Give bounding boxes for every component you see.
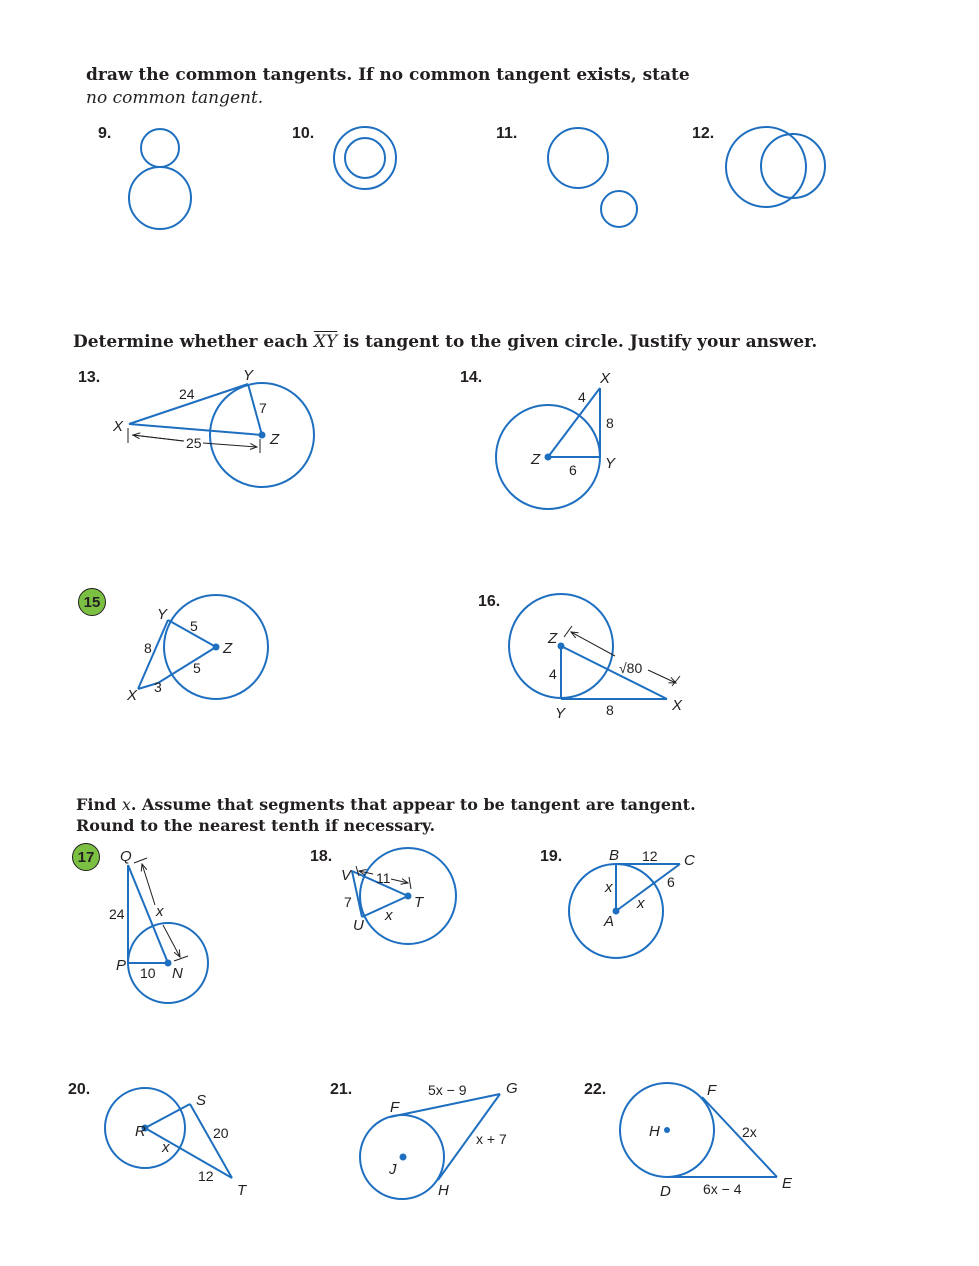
- fig16-dim-arrow-left: [571, 632, 615, 656]
- fig13-segment-xz: [129, 424, 262, 435]
- fig14-segment-zx: [548, 388, 600, 457]
- fig16-length-zx: √80: [619, 660, 643, 676]
- fig12-right-circle: [761, 134, 825, 198]
- fig13-label-x: X: [113, 418, 124, 435]
- figure-22: [620, 1082, 793, 1200]
- fig15-length-xy: 8: [144, 640, 152, 656]
- problem-12-number: 12.: [692, 125, 715, 142]
- fig22-label-f: F: [707, 1082, 717, 1099]
- fig17-center-dot: [165, 960, 172, 967]
- fig20-label-r: R: [135, 1123, 146, 1140]
- fig14-center-dot: [545, 454, 552, 461]
- fig21-length-fg: 5x − 9: [428, 1082, 467, 1098]
- fig12-left-circle: [726, 127, 806, 207]
- problem-22-number: 22.: [584, 1081, 607, 1098]
- fig21-label-j: J: [389, 1161, 397, 1178]
- fig15-label-x: X: [127, 687, 138, 704]
- fig17-label-q: Q: [120, 848, 132, 865]
- problem-19-number: 19.: [540, 848, 563, 865]
- problem-13-number: 13.: [78, 369, 101, 386]
- fig15-label-z: Z: [223, 640, 233, 657]
- fig9-small-circle: [141, 129, 179, 167]
- fig19-length-c6: 6: [667, 874, 675, 890]
- problem-20-number: 20.: [68, 1081, 91, 1098]
- fig20-length-rx: x: [162, 1139, 170, 1156]
- fig21-label-h: H: [438, 1182, 449, 1199]
- fig17-label-n: N: [172, 965, 183, 982]
- fig19-label-c: C: [684, 852, 695, 869]
- fig18-center-dot: [405, 893, 412, 900]
- fig9-large-circle: [129, 167, 191, 229]
- fig21-length-gh: x + 7: [476, 1131, 507, 1147]
- fig20-label-t: T: [237, 1182, 247, 1199]
- section-find-x-line-2: Round to the nearest tenth if necessary.: [76, 816, 436, 835]
- intro-line-1: draw the common tangents. If no common tangent exists, state: [86, 65, 690, 85]
- fig17-length-pn: 10: [140, 965, 156, 981]
- problem-11-number: 11.: [496, 125, 518, 142]
- fig18-label-t: T: [414, 894, 424, 911]
- fig16-label-z: Z: [548, 630, 558, 647]
- fig11-small-circle: [601, 191, 637, 227]
- fig17-dim-tick-bottom: [174, 956, 188, 961]
- fig17-dim-arrow-bottom: [163, 925, 180, 957]
- problem-9-number: 9.: [98, 125, 112, 142]
- fig15-length-x3: 3: [154, 679, 162, 695]
- section-find-x-line-1: Find x. Assume that segments that appear to be tangent are tangent.: [76, 795, 696, 814]
- fig13-dim-arrow-left: [133, 435, 183, 441]
- fig22-center-dot: [664, 1127, 670, 1133]
- fig15-length-yz: 5: [190, 618, 198, 634]
- figure-19: [569, 847, 695, 958]
- fig13-length-xz: 25: [186, 435, 202, 451]
- fig14-label-x: X: [600, 370, 611, 387]
- fig14-label-y: Y: [605, 455, 616, 472]
- fig16-dim-tick-left: [564, 626, 572, 637]
- fig16-dim-tick-right: [672, 676, 680, 686]
- problem-10-number: 10.: [292, 125, 315, 142]
- fig16-label-y: Y: [555, 705, 566, 722]
- problem-15-badge: 15: [78, 588, 106, 616]
- fig13-label-z: Z: [270, 431, 280, 448]
- fig18-dim-tick-right: [409, 877, 411, 889]
- fig21-label-g: G: [506, 1080, 518, 1097]
- fig18-length-vu: 7: [344, 894, 352, 910]
- figure-16: [509, 594, 683, 722]
- figure-10: [334, 127, 396, 189]
- fig22-label-h: H: [649, 1123, 660, 1140]
- figure-11: [548, 128, 637, 227]
- figure-13: [112, 367, 314, 487]
- fig22-length-fe: 2x: [742, 1124, 757, 1140]
- fig14-length-xy: 8: [606, 415, 614, 431]
- fig16-length-zy: 4: [549, 666, 557, 682]
- fig18-label-v: V: [341, 867, 352, 884]
- fig17-length-qn: x: [156, 903, 164, 920]
- problem-18-number: 18.: [310, 848, 333, 865]
- fig22-label-d: D: [660, 1183, 671, 1200]
- fig16-segment-zx: [561, 646, 667, 699]
- fig16-dim-arrow-right: [648, 670, 676, 683]
- fig11-large-circle: [548, 128, 608, 188]
- fig16-center-dot: [558, 643, 565, 650]
- figure-18: [341, 848, 456, 944]
- fig19-length-bc: 12: [642, 848, 658, 864]
- fig17-dim-tick-top: [134, 858, 147, 863]
- figure-20: [105, 1088, 248, 1199]
- fig17-length-qp: 24: [109, 906, 125, 922]
- fig15-label-y: Y: [157, 606, 168, 623]
- fig14-length-zx: 4: [578, 389, 586, 405]
- figure-21: [360, 1080, 518, 1199]
- fig22-length-de: 6x − 4: [703, 1181, 742, 1197]
- fig16-length-yx: 8: [606, 702, 614, 718]
- fig13-center-dot: [259, 432, 266, 439]
- fig19-label-a: A: [604, 913, 615, 930]
- intro-line-2: no common tangent.: [86, 88, 264, 108]
- fig21-label-f: F: [390, 1099, 400, 1116]
- problem-21-number: 21.: [330, 1081, 353, 1098]
- fig18-dim-arrow-right: [391, 879, 408, 883]
- fig17-label-p: P: [116, 957, 127, 974]
- figure-15: [126, 595, 268, 704]
- fig13-label-y: Y: [243, 367, 254, 384]
- fig13-length-xy: 24: [179, 386, 195, 402]
- fig19-length-ab: x: [605, 879, 613, 896]
- fig15-length-z2: 5: [193, 660, 201, 676]
- fig18-length-vt: 11: [376, 870, 391, 886]
- fig20-label-s: S: [196, 1092, 207, 1109]
- fig16-label-x: X: [672, 697, 683, 714]
- figure-9: [129, 129, 191, 229]
- figure-14: [496, 370, 616, 509]
- section-tangent-heading: Determine whether each $\overline{XY}$ is tangent to the given circle. Justify your answer.: [73, 332, 818, 352]
- fig18-length-ut: x: [385, 907, 393, 924]
- fig18-label-u: U: [353, 917, 364, 934]
- problem-16-number: 16.: [478, 593, 501, 610]
- problem-17-badge: 17: [72, 843, 100, 871]
- fig10-inner-circle: [345, 138, 385, 178]
- fig13-length-yz: 7: [259, 400, 267, 416]
- fig20-length-st: 20: [213, 1125, 229, 1141]
- fig19-label-b: B: [609, 847, 620, 864]
- fig17-dim-arrow-top: [142, 864, 155, 905]
- fig22-label-e: E: [782, 1175, 793, 1192]
- fig10-outer-circle: [334, 127, 396, 189]
- fig21-center-dot: [400, 1154, 407, 1161]
- fig15-center-dot: [213, 644, 220, 651]
- fig20-length-t12: 12: [198, 1168, 214, 1184]
- fig19-length-ac: x: [637, 895, 645, 912]
- problem-14-number: 14.: [460, 369, 483, 386]
- fig14-length-zy: 6: [569, 462, 577, 478]
- figure-17: [109, 848, 208, 1003]
- fig14-label-z: Z: [531, 451, 541, 468]
- figure-12: [726, 127, 825, 207]
